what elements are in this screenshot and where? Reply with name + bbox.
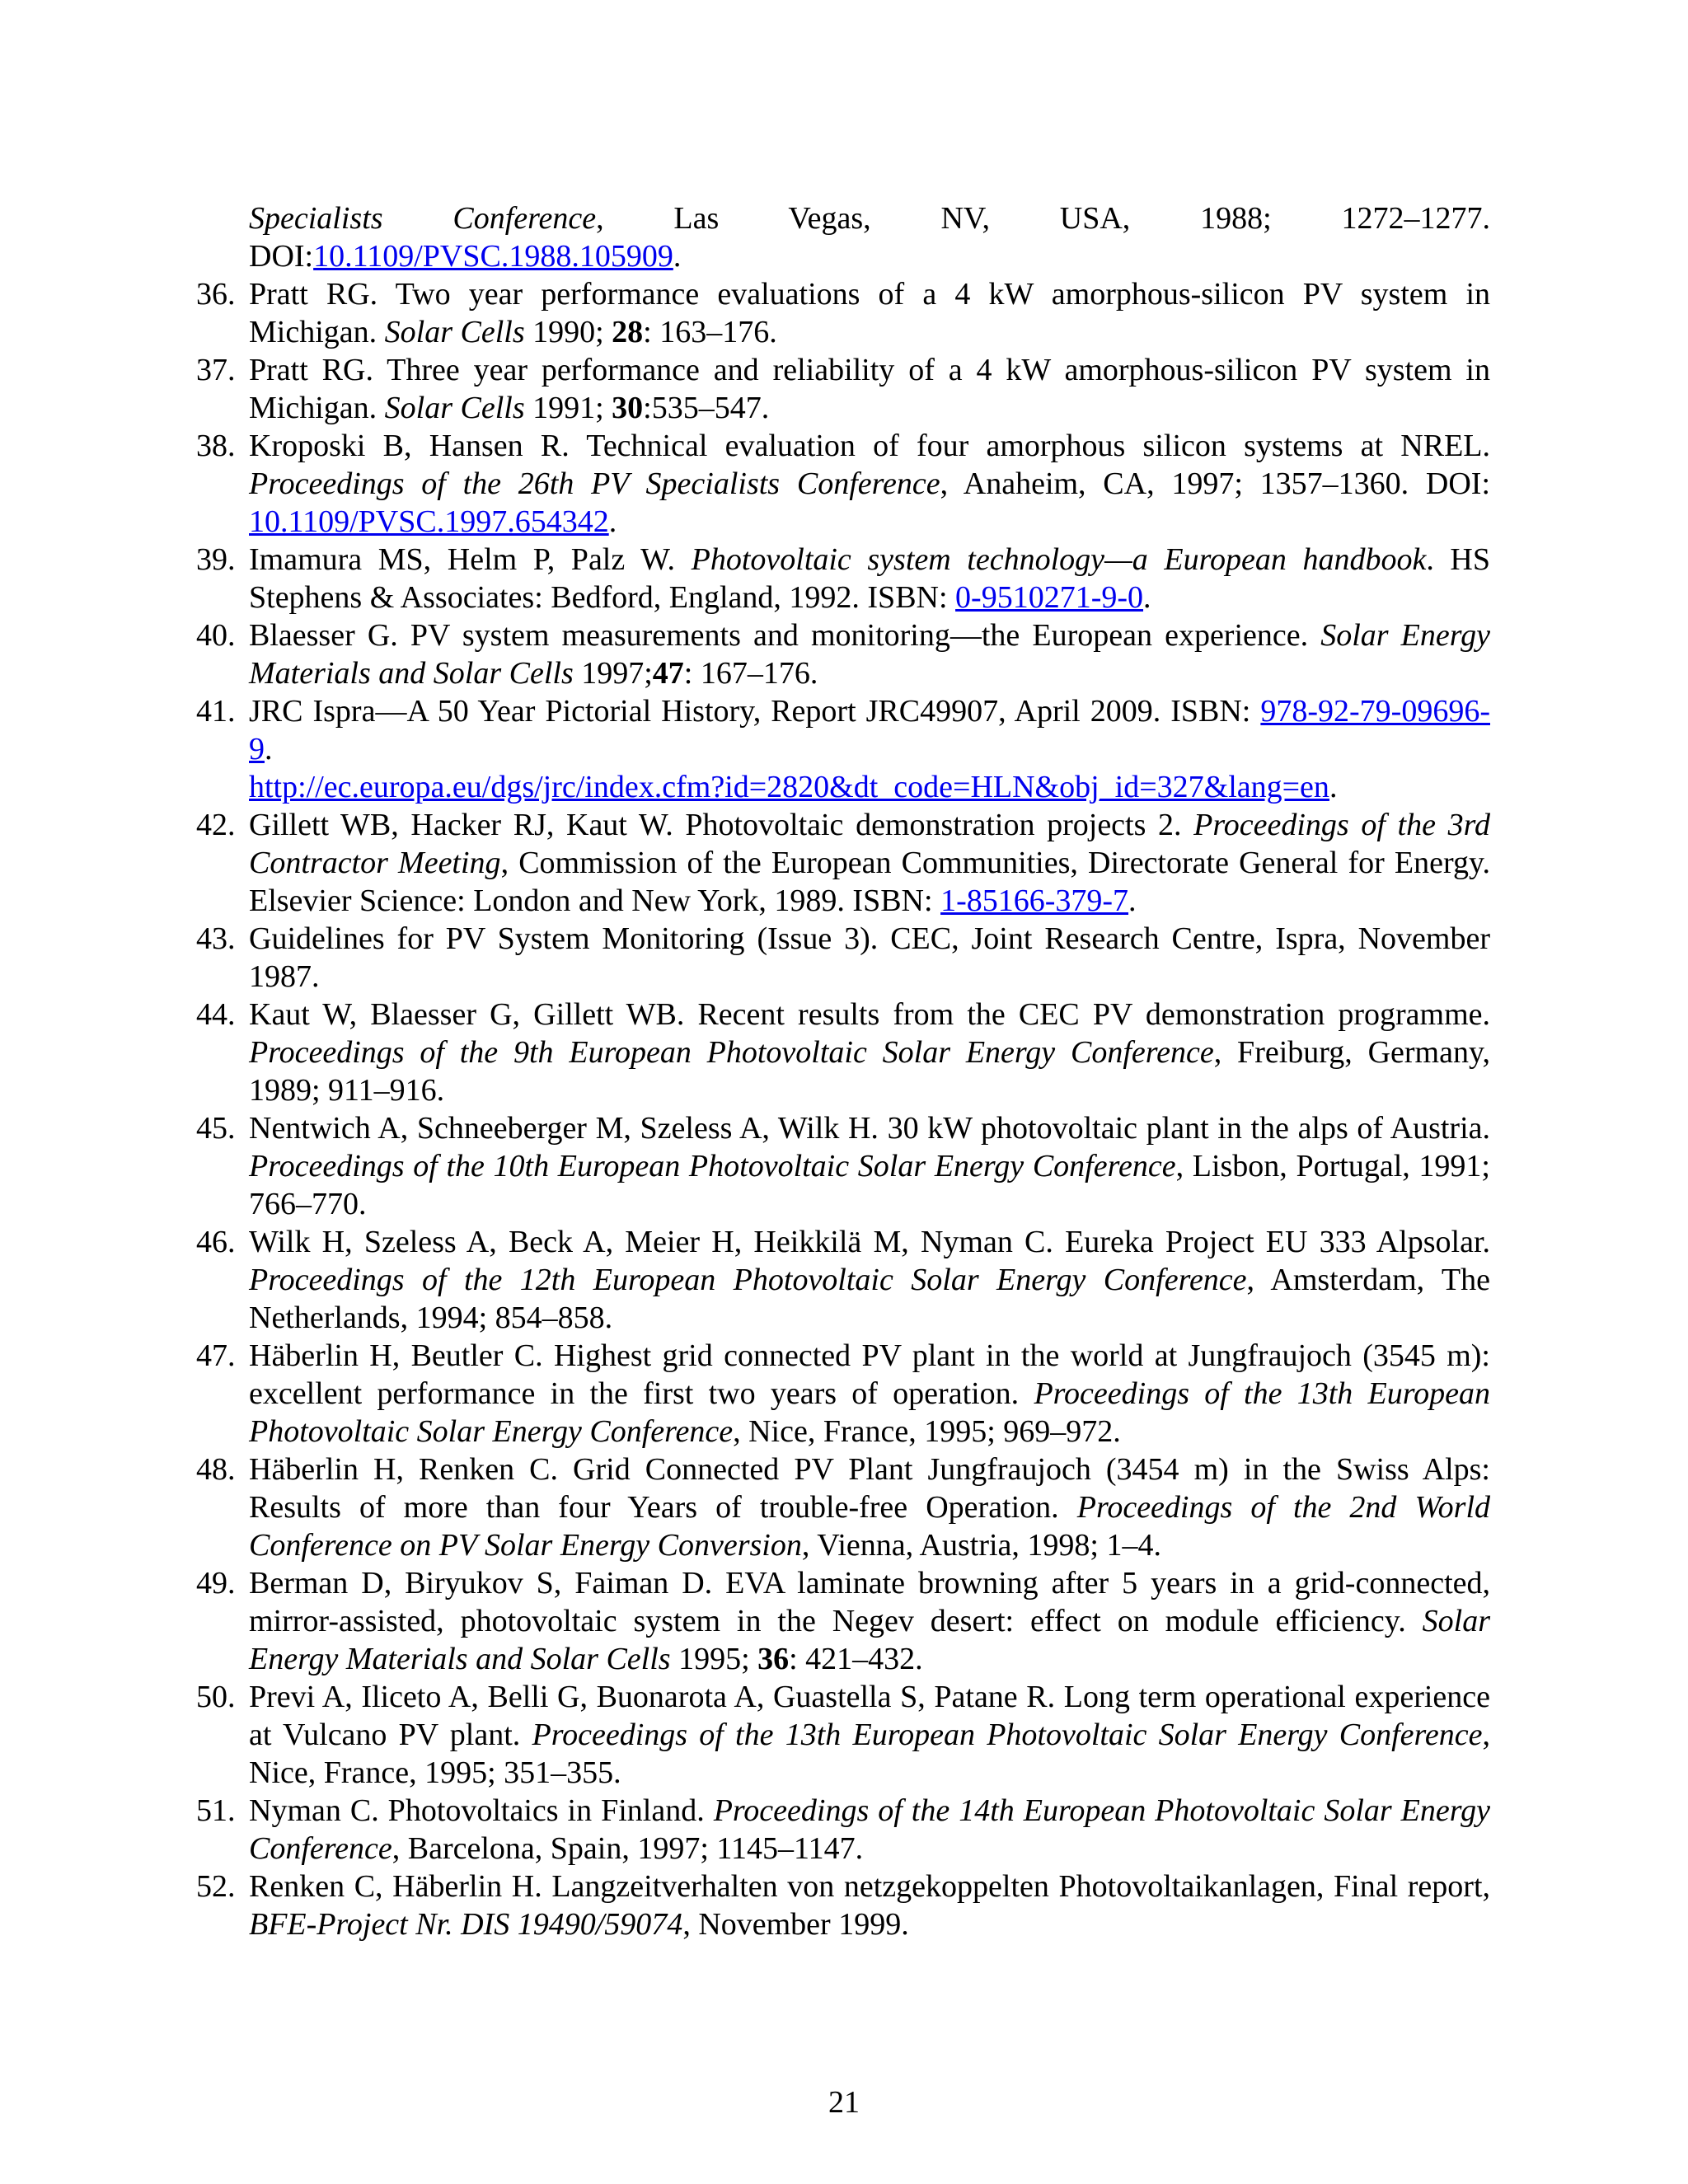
reference-text: . (608, 504, 617, 539)
reference-item (198, 275, 1490, 351)
venue: Specialists Conference (249, 201, 597, 236)
reference-text: Nentwich A, Schneeberger M, Szeless A, Wilk H. 30 kW photovoltaic plant in the alps of Austria. (249, 1111, 1490, 1146)
reference-text: , Commission of the European Communities, Directorate General for Energy. Elsevier Science: London and New York, 1989. ISBN: (249, 846, 1491, 918)
reference-source: BFE-Project Nr. DIS 19490/59074 (249, 1907, 683, 1942)
reference-text: Blaesser G. PV system measurements and monitoring—the European experience. (249, 618, 1321, 653)
reference-source: Proceedings of the 14th European Photovoltaic Solar Energy Conference (249, 1793, 1490, 1866)
reference-text: Kaut W, Blaesser G, Gillett WB. Recent results from the CEC PV demonstration programme. (249, 997, 1490, 1032)
reference-volume: 36 (757, 1642, 790, 1676)
reference-text: :535–547. (643, 391, 770, 425)
reference-number: 42. (196, 808, 236, 842)
reference-source: Proceedings of the 26th PV Specialists Conference (249, 466, 940, 501)
reference-number: 51. (196, 1793, 236, 1828)
reference-text: Häberlin H, Beutler C. Highest grid connected PV plant in the world at Jungfraujoch (3545 m): excellent performance in the first two years of operation. (249, 1338, 1490, 1411)
reference-text: Berman D, Biryukov S, Faiman D. EVA laminate browning after 5 years in a grid-connected, mirror-assisted, photovoltaic system in the Negev desert: effect on module efficiency. (249, 1566, 1490, 1638)
reference-source: Proceedings of the 13th European Photovoltaic Solar Energy Conference (249, 1376, 1491, 1449)
reference-number: 40. (196, 618, 236, 653)
reference-text: : 167–176. (683, 656, 818, 691)
reference-source: Proceedings of the 13th European Photovoltaic Solar Energy Conference (532, 1718, 1483, 1752)
reference-number: 49. (196, 1566, 236, 1601)
reference-number: 39. (196, 542, 236, 577)
reference-source: Solar Cells (384, 315, 525, 349)
reference-item (198, 1109, 1490, 1223)
reference-year: 1990; (524, 315, 612, 349)
reference-text: JRC Ispra—A 50 Year Pictorial History, Report JRC49907, April 2009. ISBN: (249, 694, 1261, 729)
reference-text: , Vienna, Austria, 1998; 1–4. (801, 1528, 1161, 1563)
reference-number: 36. (196, 277, 236, 312)
continuation-line-1: Specialists Conference, Las Vegas, NV, USA, 1988; 1272–1277. (249, 201, 1490, 236)
reference-text: Pratt RG. Three year performance and reliability of a 4 kW amorphous-silicon PV system in Michigan. (249, 353, 1490, 425)
reference-text: , Freiburg, Germany, 1989; 911–916. (249, 1035, 1490, 1108)
doi-link[interactable]: 10.1109/PVSC.1988.105909 (313, 239, 673, 274)
reference-number: 52. (196, 1869, 236, 1904)
reference-source: Proceedings of the 9th European Photovoltaic Solar Energy Conference (249, 1035, 1214, 1070)
reference-number: 46. (196, 1225, 236, 1259)
reference-list (198, 199, 1490, 1943)
reference-number: 50. (196, 1680, 236, 1714)
reference-item (198, 427, 1490, 541)
reference-number: 38. (196, 429, 236, 463)
reference-item (198, 351, 1490, 427)
reference-text: Previ A, Iliceto A, Belli G, Buonarota A, Guastella S, Patane R. Long term operational experience at Vulcano PV plant. (249, 1680, 1490, 1752)
reference-source: Solar Energy Materials and Solar Cells (249, 1604, 1490, 1676)
reference-item (198, 1792, 1490, 1868)
reference-item (198, 1223, 1490, 1337)
reference-item (198, 1678, 1490, 1792)
reference-item (198, 1868, 1490, 1943)
reference-item (198, 541, 1490, 616)
reference-source: Photovoltaic system technology—a European handbook (691, 542, 1427, 577)
reference-source: Proceedings of the 2nd World Conference on PV Solar Energy Conversion (249, 1490, 1490, 1563)
reference-item (198, 616, 1490, 692)
reference-text: , November 1999. (682, 1907, 909, 1942)
reference-text: Gillett WB, Hacker RJ, Kaut W. Photovoltaic demonstration projects 2. (249, 808, 1194, 842)
reference-text: : 163–176. (643, 315, 777, 349)
reference-number: 47. (196, 1338, 236, 1373)
page-number: 21 (828, 2085, 860, 2120)
reference-text: : 421–432. (789, 1642, 923, 1676)
reference-text: , Nice, France, 1995; 969–972. (733, 1414, 1121, 1449)
reference-year: 1995; (670, 1642, 758, 1676)
reference-source: Proceedings of the 12th European Photovoltaic Solar Energy Conference (249, 1263, 1247, 1297)
reference-number: 45. (196, 1111, 236, 1146)
reference-text: . (1143, 580, 1151, 615)
reference-text: , Barcelona, Spain, 1997; 1145–1147. (392, 1831, 864, 1866)
reference-volume: 47 (652, 656, 684, 691)
reference-link[interactable]: 0-9510271-9-0 (955, 580, 1144, 615)
reference-text: Häberlin H, Renken C. Grid Connected PV Plant Jungfraujoch (3454 m) in the Swiss Alps: Results of more than four Years of trouble-free Operation. (249, 1452, 1490, 1525)
reference-source: Solar Cells (384, 391, 525, 425)
reference-year: 1991; (524, 391, 612, 425)
reference-number: 48. (196, 1452, 236, 1487)
reference-volume: 30 (612, 391, 644, 425)
reference-item (198, 1564, 1490, 1678)
reference-text: . HS Stephens & Associates: Bedford, England, 1992. ISBN: (249, 542, 1491, 615)
reference-text: Kroposki B, Hansen R. Technical evaluation of four amorphous silicon systems at NREL. (249, 429, 1490, 463)
reference-item (198, 996, 1490, 1109)
reference-text: , Amsterdam, The Netherlands, 1994; 854–858. (249, 1263, 1490, 1335)
reference-text: Imamura MS, Helm P, Palz W. (249, 542, 692, 577)
reference-source: Proceedings of the 3rd Contractor Meeting (249, 808, 1490, 880)
reference-text: . (1128, 883, 1137, 918)
reference-text: , Nice, France, 1995; 351–355. (249, 1718, 1490, 1790)
reference-item (198, 1451, 1490, 1564)
reference-text: . (1329, 770, 1338, 804)
reference-link[interactable]: 978-92-79-09696-9 (249, 694, 1490, 766)
reference-item (198, 920, 1490, 996)
reference-number: 44. (196, 997, 236, 1032)
reference-link[interactable]: 1-85166-379-7 (940, 883, 1129, 918)
reference-number: 43. (196, 921, 236, 956)
reference-continuation: Specialists Conference, Las Vegas, NV, USA, 1988; 1272–1277. DOI:10.1109/PVSC.1988.105909. (249, 201, 1490, 274)
reference-number: 37. (196, 353, 236, 387)
reference-text: , Lisbon, Portugal, 1991; 766–770. (249, 1149, 1490, 1221)
reference-text: Pratt RG. Two year performance evaluations of a 4 kW amorphous-silicon PV system in Michigan. (249, 277, 1490, 349)
reference-item (198, 692, 1490, 806)
reference-text: . (265, 732, 273, 766)
reference-text: Guidelines for PV System Monitoring (Issue 3). CEC, Joint Research Centre, Ispra, November 1987. (249, 921, 1490, 994)
reference-source: Solar Energy Materials and Solar Cells (249, 618, 1491, 691)
reference-text: Renken C, Häberlin H. Langzeitverhalten von netzgekoppelten Photovoltaikanlagen, Final report, (249, 1869, 1490, 1904)
reference-number: 41. (196, 694, 236, 729)
reference-item (198, 1337, 1490, 1451)
reference-year: 1997; (573, 656, 653, 691)
reference-link[interactable]: 10.1109/PVSC.1997.654342 (249, 504, 609, 539)
reference-text: Nyman C. Photovoltaics in Finland. (249, 1793, 714, 1828)
reference-volume: 28 (612, 315, 644, 349)
reference-text: , Anaheim, CA, 1997; 1357–1360. DOI: (940, 466, 1490, 501)
reference-item (198, 806, 1490, 920)
reference-text: Wilk H, Szeless A, Beck A, Meier H, Heikkilä M, Nyman C. Eureka Project EU 333 Alpsolar. (249, 1225, 1490, 1259)
reference-url-link[interactable]: http://ec.europa.eu/dgs/jrc/index.cfm?id=2820&dt_code=HLN&obj_id=327&lang=en (249, 770, 1329, 804)
reference-source: Proceedings of the 10th European Photovoltaic Solar Energy Conference (249, 1149, 1176, 1183)
